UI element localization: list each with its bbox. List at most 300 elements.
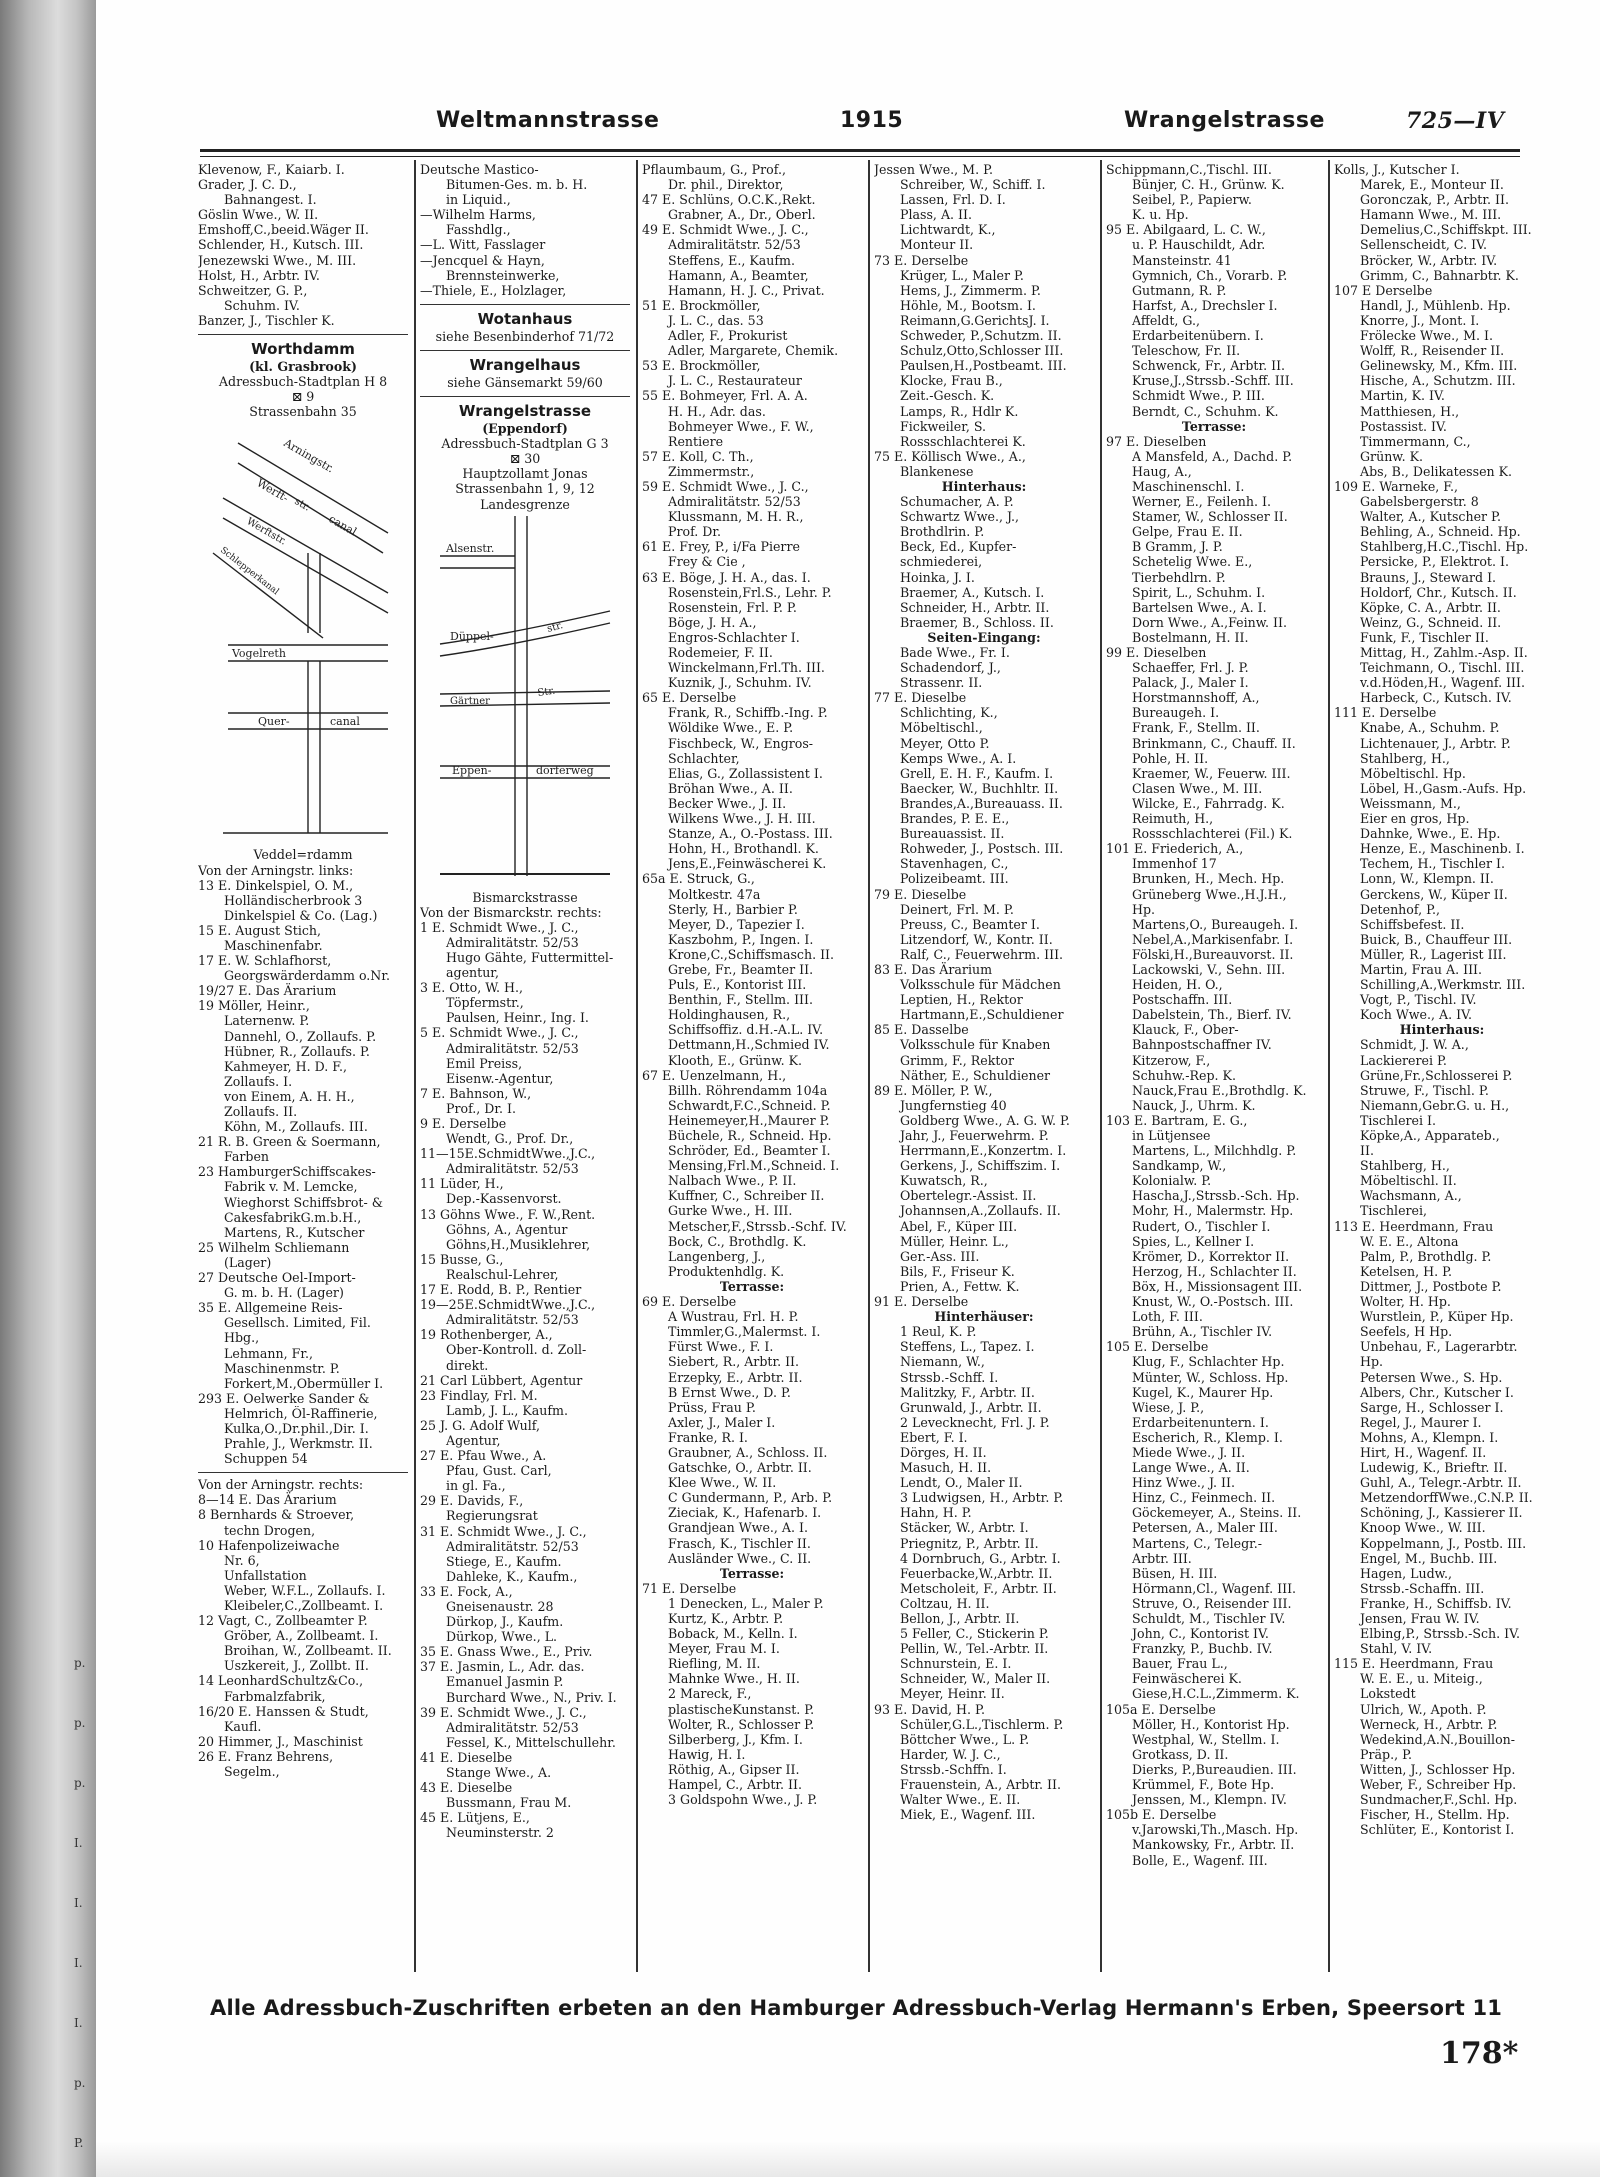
directory-entry: 16/20 E. Hanssen & Studt, (198, 1703, 369, 1719)
directory-entry: 59 E. Schmidt Wwe., J. C., (642, 478, 809, 494)
edge-fragment: I. (74, 1836, 83, 1850)
directory-entry-continued: Müller, Heinr. L., (900, 1233, 1009, 1249)
directory-entry-continued: Emanuel Jasmin P. (446, 1674, 564, 1690)
directory-entry-continued: Bauer, Frau L., (1132, 1656, 1228, 1672)
directory-entry-continued: Braemer, B., Schloss. II. (900, 614, 1054, 630)
directory-entry-continued: Admiralitätstr. 52/53 (668, 237, 801, 253)
directory-entry-continued: Walter Wwe., E. II. (900, 1792, 1021, 1808)
directory-entry-continued: Dörges, H. II. (900, 1444, 987, 1460)
directory-entry-continued: W. E. E., u. Miteig., (1360, 1671, 1483, 1687)
directory-entry-continued: Palack, J., Maler I. (1132, 675, 1249, 691)
directory-entry-continued: Grabner, A., Dr., Oberl. (668, 207, 816, 223)
directory-entry-continued: Krone,C.,Schiffsmasch. II. (668, 946, 835, 962)
directory-entry: Kolls, J., Kutscher I. (1334, 162, 1460, 177)
directory-entry-continued: Graubner, A., Schloss. II. (668, 1444, 828, 1460)
directory-entry-continued: Georgswärderdamm o.Nr. (224, 968, 390, 984)
directory-entry-continued: Funk, F., Tischler II. (1360, 629, 1489, 645)
directory-entry: 19 Möller, Heinr., (198, 998, 310, 1014)
directory-entry-continued: Teichmann, O., Tischl. III. (1360, 660, 1525, 676)
directory-entry: 71 E. Derselbe (642, 1580, 737, 1596)
map-label: Vogelreth (232, 647, 286, 661)
directory-entry-continued: K. u. Hp. (1132, 207, 1189, 223)
directory-entry: Göslin Wwe., W. II. (198, 207, 319, 223)
column-divider (868, 160, 870, 1972)
directory-entry-continued: Albers, Chr., Kutscher I. (1360, 1384, 1514, 1400)
directory-entry-continued: Krüger, L., Maler P. (900, 267, 1024, 283)
directory-entry-continued: C Gundermann, P., Arb. P. (668, 1490, 833, 1506)
directory-entry-continued: plastischeKunstanst. P. (668, 1701, 815, 1717)
directory-entry-continued: Strssb.-Schaffn. III. (1360, 1580, 1485, 1596)
directory-entry-continued: Marek, E., Monteur II. (1360, 177, 1504, 193)
directory-entry: 293 E. Oelwerke Sander & (198, 1390, 370, 1406)
directory-entry-continued: Böge, J. H. A., (668, 614, 757, 630)
directory-entry-continued: Grell, E. H. F., Kaufm. I. (900, 765, 1054, 781)
directory-entry-continued: Rossschlachterei K. (900, 433, 1026, 449)
directory-entry-continued: Gabelsbergerstr. 8 (1360, 494, 1479, 510)
directory-entry-continued: Broihan, W., Zollbeamt. II. (224, 1643, 392, 1659)
map-label: Düppel- (450, 629, 494, 643)
directory-entry-continued: Brunken, H., Mech. Hp. (1132, 871, 1285, 887)
column-divider (414, 160, 416, 1972)
directory-entry-continued: Dahnke, Wwe., E. Hp. (1360, 826, 1501, 842)
directory-entry-continued: Göhns,H.,Musiklehrer, (446, 1236, 591, 1252)
directory-entry-continued: Kruse,J.,Strssb.-Schff. III. (1132, 373, 1294, 389)
directory-entry-continued: Timmermann, C., (1360, 433, 1471, 449)
directory-entry-continued: in Lütjensee (1132, 1128, 1211, 1143)
directory-entry-continued: Schetelig Wwe. E., (1132, 554, 1253, 570)
directory-entry-continued: Walter, A., Kutscher P. (1360, 509, 1501, 525)
directory-entry: 5 E. Schmidt Wwe., J. C., (420, 1025, 579, 1041)
directory-entry-continued: Bahnangest. I. (224, 192, 317, 208)
directory-entry-continued: Schiffsbefest. II. (1360, 916, 1465, 932)
directory-entry-continued: Prof. Dr. (668, 524, 722, 540)
directory-entry-continued: Grandjean Wwe., A. I. (668, 1520, 809, 1536)
directory-entry-continued: Schulz,Otto,Schlosser III. (900, 343, 1064, 359)
directory-entry-continued: Affeldt, G., (1132, 312, 1201, 328)
directory-entry-continued: Wendt, G., Prof. Dr., (446, 1131, 574, 1147)
column-divider (636, 160, 638, 1972)
directory-entry: 35 E. Allgemeine Reis- (198, 1300, 343, 1316)
directory-entry-continued: Schöning, J., Kassierer II. (1360, 1505, 1523, 1521)
directory-entry-continued: von Einem, A. H. H., (224, 1088, 355, 1104)
directory-entry-continued: Werner, E., Feilenh. I. (1132, 494, 1272, 510)
directory-entry-continued: Sterly, H., Barbier P. (668, 901, 798, 917)
directory-entry-continued: Kuffner, C., Schreiber II. (668, 1188, 825, 1204)
street-info: siehe Besenbinderhof 71/72 (435, 328, 615, 344)
directory-entry-continued: Zeit.-Gesch. K. (900, 388, 995, 404)
directory-entry-continued: Detenhof, P., (1360, 901, 1441, 917)
directory-entry-continued: Gelpe, Frau E. II. (1132, 524, 1243, 540)
directory-entry-continued: Martin, Frau A. III. (1360, 961, 1483, 977)
directory-entry-continued: J. L. C., das. 53 (668, 312, 764, 328)
directory-entry-continued: Henze, E., Maschinenb. I. (1360, 841, 1525, 857)
directory-entry-continued: Metscher,F.,Strssb.-Schf. IV. (668, 1218, 847, 1234)
directory-entry-continued: Hamann, H. J. C., Privat. (668, 282, 825, 298)
directory-entry-continued: Demelius,C.,Schiffskpt. III. (1360, 222, 1532, 238)
directory-entry-continued: Admiralitätstr. 52/53 (668, 494, 801, 510)
map-label: Arningstr. (281, 436, 337, 476)
page-number: 178* (1440, 2036, 1519, 2071)
directory-entry-continued: Röthig, A., Gipser II. (668, 1761, 800, 1777)
directory-entry-continued: 5 Feller, C., Stickerin P. (900, 1626, 1049, 1642)
directory-entry-continued: Handl, J., Mühlenb. Hp. (1360, 297, 1511, 313)
directory-entry-continued: Benthin, F., Stellm. III. (668, 992, 813, 1008)
directory-entry-continued: Klee Wwe., W. II. (668, 1475, 777, 1491)
directory-entry-continued: Jensen, Frau W. IV. (1360, 1611, 1480, 1626)
map-label: canal (330, 715, 360, 729)
directory-entry-continued: Sarge, H., Schlosser I. (1360, 1399, 1504, 1415)
directory-entry-continued: Schüler,G.L.,Tischlerm. P. (900, 1716, 1064, 1732)
directory-entry-continued: Lamb, J. L., Kaufm. (446, 1402, 568, 1418)
directory-entry-continued: Litzendorf, W., Kontr. II. (900, 931, 1053, 947)
map-label: dorferweg (536, 763, 594, 777)
directory-entry-continued: Herrmann,E.,Konzertm. I. (900, 1143, 1067, 1159)
directory-entry-continued: Lehmann, Fr., (224, 1345, 313, 1361)
page-header (200, 108, 1520, 142)
directory-entry-continued: Wedekind,A.N.,Bouillon- (1360, 1731, 1516, 1747)
directory-entry-continued: Stahl, V. IV. (1360, 1641, 1433, 1657)
directory-entry: 13 Göhns Wwe., F. W.,Rent. (420, 1206, 596, 1222)
directory-entry-continued: Lassen, Frl. D. I. (900, 192, 1006, 208)
section-subheading: Terrasse: (719, 1565, 785, 1581)
directory-entry-continued: Bröcker, W., Arbtr. IV. (1360, 252, 1498, 268)
directory-entry-continued: Bohmeyer Wwe., F. W., (668, 418, 814, 434)
directory-entry-continued: Schlichting, K., (900, 705, 998, 721)
directory-entry-continued: Feuerbacke,W.,Arbtr. II. (900, 1565, 1053, 1581)
directory-entry-continued: Produktenhdlg. K. (668, 1263, 785, 1279)
directory-entry: 26 E. Franz Behrens, (198, 1748, 334, 1764)
directory-entry-continued: Hascha,J.,Strssb.-Sch. Hp. (1132, 1188, 1300, 1204)
directory-entry-continued: Hawig, H. I. (668, 1746, 746, 1762)
directory-entry: Schippmann,C.,Tischl. III. (1106, 162, 1272, 177)
directory-entry-continued: Metscholeit, F., Arbtr. II. (900, 1580, 1057, 1596)
directory-entry: 77 E. Dieselbe (874, 690, 967, 706)
directory-entry: 113 E. Heerdmann, Frau (1334, 1218, 1494, 1234)
directory-entry-continued: Berndt, C., Schuhm. K. (1132, 403, 1279, 419)
directory-entry-continued: Wiese, J. P., (1132, 1399, 1205, 1415)
directory-entry-continued: Harder, W. J. C., (900, 1746, 1001, 1762)
directory-entry-continued: Hp. (1360, 1354, 1384, 1370)
directory-entry-continued: Erdarbeitenübern. I. (1132, 328, 1264, 344)
directory-entry-continued: Krümmel, F., Bote Hp. (1132, 1777, 1275, 1793)
directory-entry-continued: Töpfermstr., (446, 995, 524, 1011)
directory-entry-continued: 3 Goldspohn Wwe., J. P. (668, 1792, 818, 1808)
directory-entry: 11—15E.SchmidtWwe.,J.C., (420, 1146, 596, 1162)
directory-entry-continued: Schiffsoffiz. d.H.-A.L. IV. (668, 1022, 824, 1038)
directory-entry-continued: Pohle, H. II. (1132, 750, 1209, 766)
directory-entry: 105a E. Derselbe (1106, 1701, 1216, 1717)
directory-entry-continued: Admiralitätstr. 52/53 (446, 1040, 579, 1056)
directory-entry-continued: Hagen, Ludw., (1360, 1565, 1452, 1581)
directory-entry-continued: Forkert,M.,Obermüller I. (224, 1375, 384, 1391)
directory-entry-continued: Admiralitätstr. 52/53 (446, 1161, 579, 1177)
directory-entry-continued: Martin, K. IV. (1360, 388, 1445, 404)
street-info: Hauptzollamt Jonas (462, 466, 588, 482)
directory-entry-continued: Reimuth, H., (1132, 811, 1214, 827)
directory-entry-continued: Persicke, P., Elektrot. I. (1360, 554, 1509, 570)
column-divider (1328, 160, 1330, 1972)
directory-entry: 79 E. Dieselbe (874, 886, 967, 902)
directory-entry-continued: Burchard Wwe., N., Priv. I. (446, 1689, 617, 1705)
directory-entry-continued: Heinemeyer,H.,Maurer P. (668, 1112, 830, 1128)
directory-entry-continued: Goldberg Wwe., A. G. W. P. (900, 1112, 1070, 1128)
directory-entry: Schlender, H., Kutsch. III. (198, 237, 364, 253)
directory-entry-continued: Behling, A., Schneid. Hp. (1360, 524, 1521, 540)
directory-entry-continued: Frauenstein, A., Arbtr. II. (900, 1777, 1062, 1793)
directory-entry-continued: Dahleke, K., Kaufm., (446, 1568, 578, 1584)
directory-entry-continued: Heiden, H. O., (1132, 977, 1223, 993)
directory-column-4 (874, 162, 1094, 1972)
directory-entry-continued: Kugel, K., Maurer Hp. (1132, 1384, 1274, 1400)
directory-entry-continued: Braemer, A., Kutsch. I. (900, 584, 1045, 600)
directory-entry-continued: Gatschke, O., Arbtr. II. (668, 1460, 812, 1476)
directory-entry-continued: Timmler,G.,Malermst. I. (668, 1324, 821, 1340)
directory-entry-continued: Seibel, P., Papierw. (1132, 192, 1252, 208)
directory-entry-continued: Dinkelspiel & Co. (Lag.) (224, 907, 378, 923)
directory-entry: 23 Findlay, Frl. M. (420, 1387, 538, 1403)
directory-entry-continued: Malitzky, F., Arbtr. II. (900, 1384, 1035, 1400)
directory-entry-continued: Mohr, H., Malermstr. Hp. (1132, 1203, 1294, 1219)
directory-entry-continued: Harfst, A., Drechsler I. (1132, 297, 1278, 313)
directory-entry-continued: Köpke,A., Apparateb., (1360, 1128, 1500, 1143)
directory-entry: 21 Carl Lübbert, Agentur (420, 1372, 583, 1388)
directory-entry-continued: Knabe, A., Schuhm. P. (1360, 720, 1500, 736)
directory-entry: Schweitzer, G. P., (198, 282, 308, 298)
directory-entry: 19 Rothenberger, A., (420, 1327, 553, 1343)
directory-entry-continued: Neuminsterstr. 2 (446, 1825, 554, 1841)
directory-entry-continued: Frey & Cie , (668, 554, 746, 570)
directory-entry-continued: Axler, J., Maler I. (668, 1414, 776, 1430)
directory-entry: 51 E. Brockmöller, (642, 297, 761, 313)
directory-entry-continued: Grotkass, D. II. (1132, 1746, 1229, 1762)
directory-entry-continued: Bils, F., Friseur K. (900, 1263, 1015, 1279)
directory-entry-continued: Bade Wwe., Fr. I. (900, 645, 1010, 660)
directory-entry-continued: Schnurstein, E. I. (900, 1656, 1012, 1672)
street-info: ⊠ 30 (509, 451, 541, 467)
section-subheading: Seiten-Eingang: (927, 629, 1041, 645)
directory-entry-continued: Dittmer, J., Postbote P. (1360, 1278, 1502, 1294)
directory-entry-continued: Techem, H., Tischler I. (1360, 856, 1505, 872)
directory-entry-continued: Hirt, H., Wagenf. II. (1360, 1444, 1487, 1460)
directory-entry-continued: Frank, R., Schiffb.-Ing. P. (668, 705, 828, 721)
directory-entry-continued: Pellin, W., Tel.-Arbtr. II. (900, 1641, 1049, 1657)
directory-entry: 7 E. Bahnson, W., (420, 1085, 532, 1101)
directory-entry-continued: Loth, F. III. (1132, 1309, 1203, 1325)
directory-entry-continued: Kemps Wwe., A. I. (900, 750, 1017, 766)
directory-entry-continued: Maschinenschl. I. (1132, 478, 1245, 494)
directory-entry-continued: Schuhm. IV. (224, 297, 300, 313)
directory-entry-continued: Agentur, (446, 1432, 501, 1448)
directory-entry-continued: Admiralitätstr. 52/53 (446, 1538, 579, 1554)
directory-entry-continued: Löbel, H.,Gasm.-Aufs. Hp. (1360, 780, 1527, 796)
directory-entry-continued: Obertelegr.-Assist. II. (900, 1188, 1037, 1204)
directory-entry-continued: Stahlberg, H., (1360, 1158, 1450, 1174)
directory-entry-continued: Gutmann, R. P. (1132, 282, 1227, 298)
directory-entry: Klevenow, F., Kaiarb. I. (198, 162, 345, 177)
directory-entry-continued: Volksschule für Mädchen (900, 977, 1061, 993)
directory-entry-continued: Paulsen, Heinr., Ing. I. (446, 1010, 589, 1026)
directory-column-5 (1106, 162, 1322, 1972)
directory-entry-continued: Dürkop, J., Kaufm. (446, 1614, 564, 1630)
directory-entry-continued: Knust, W., O.-Postsch. III. (1132, 1294, 1294, 1310)
directory-entry-continued: Eier en gros, Hp. (1360, 811, 1470, 827)
directory-entry-continued: Maschinenfabr. (224, 937, 323, 953)
directory-entry-continued: Becker Wwe., J. II. (668, 795, 787, 811)
directory-entry-continued: Hems, J., Zimmerm. P. (900, 282, 1041, 298)
directory-entry-continued: Postassist. IV. (1360, 418, 1447, 434)
directory-entry-continued: Kuwatsch, R., (900, 1173, 988, 1189)
directory-entry: 3 E. Otto, W. H., (420, 980, 523, 996)
directory-entry-continued: Holdinghausen, R., (668, 1007, 791, 1023)
street-info: ⊠ 9 (291, 389, 315, 405)
directory-entry-continued: Stiege, E., Kaufm. (446, 1553, 562, 1569)
directory-entry-continued: in gl. Fa., (446, 1478, 506, 1494)
directory-entry-continued: Blankenese (900, 463, 974, 479)
directory-entry: 115 E. Heerdmann, Frau (1334, 1656, 1494, 1672)
directory-entry: —Wilhelm Harms, (420, 207, 536, 223)
directory-entry: 47 E. Schlüns, O.C.K.,Rekt. (642, 192, 816, 208)
directory-entry-continued: Köpke, C. A., Arbtr. II. (1360, 599, 1501, 615)
directory-entry-continued: Haug, A., (1132, 463, 1192, 479)
directory-entry-continued: Struve, O., Reisender III. (1132, 1595, 1292, 1611)
directory-entry: 99 E. Dieselben (1106, 645, 1207, 660)
directory-entry-continued: Bussmann, Frau M. (446, 1795, 572, 1811)
directory-entry-continued: Jens,E.,Feinwäscherei K. (668, 856, 827, 872)
directory-entry-continued: Hamann, A., Beamter, (668, 267, 809, 283)
directory-entry-continued: Abel, F., Küper III. (900, 1218, 1018, 1234)
edge-fragment: I. (74, 2016, 83, 2030)
directory-entry-continued: Fabrik v. M. Lemcke, (224, 1179, 358, 1195)
directory-entry: 23 HamburgerSchiffscakes- (198, 1164, 376, 1180)
directory-entry-continued: Bostelmann, H. II. (1132, 629, 1249, 645)
directory-entry: 15 E. August Stich, (198, 922, 322, 938)
directory-entry-continued: Gurke Wwe., H. III. (668, 1203, 793, 1219)
directory-entry-continued: Jahr, J., Feuerwehrm. P. (900, 1128, 1049, 1143)
directory-entry: 105 E. Derselbe (1106, 1339, 1209, 1355)
directory-entry-continued: Petersen Wwe., S. Hp. (1360, 1369, 1503, 1385)
directory-entry: 103 E. Bartram, E. G., (1106, 1112, 1248, 1128)
directory-entry-continued: Näther, E., Schuldiener (900, 1067, 1051, 1083)
directory-entry-continued: Kahmeyer, H. D. F., (224, 1058, 348, 1074)
directory-entry: 8 Bernhards & Stroever, (198, 1507, 355, 1523)
directory-entry: 105b E. Derselbe (1106, 1807, 1217, 1823)
directory-entry-continued: Bock, C., Brothdlg. K. (668, 1233, 807, 1249)
directory-entry-continued: Langenberg, J., (668, 1248, 766, 1264)
directory-entry-continued: Wolter, H. Hp. (1360, 1294, 1451, 1310)
edge-fragment: p. (74, 1716, 86, 1730)
directory-entry-continued: Rohweder, J., Postsch. III. (900, 841, 1064, 857)
directory-entry-continued: Hp. (1132, 901, 1156, 917)
directory-entry-continued: A Wustrau, Frl. H. P. (668, 1309, 799, 1325)
directory-entry: 107 E Derselbe (1334, 282, 1433, 298)
directory-entry-continued: Preuss, C., Beamter I. (900, 916, 1040, 932)
header-rule-thin (200, 156, 1520, 157)
directory-entry-continued: Weissmann, M., (1360, 795, 1461, 811)
directory-entry-continued: Bureauassist. II. (900, 826, 1005, 842)
directory-entry-continued: Grebe, Fr., Beamter II. (668, 961, 814, 977)
directory-entry-continued: Mohns, A., Klempn. I. (1360, 1429, 1499, 1445)
map-label: Eppen- (452, 763, 492, 777)
map-label: Werftstr. (244, 516, 289, 548)
directory-entry-continued: Arbtr. III. (1132, 1550, 1192, 1566)
directory-entry-continued: Grimm, F., Rektor (900, 1052, 1015, 1068)
map-label: Schlepperkanal (218, 545, 281, 598)
directory-entry-continued: Hahn, H. P. (900, 1505, 972, 1521)
directory-entry-continued: Schuldt, M., Tischler IV. (1132, 1611, 1286, 1626)
directory-entry: 31 E. Schmidt Wwe., J. C., (420, 1523, 587, 1539)
directory-entry: Grader, J. C. D., (198, 177, 297, 193)
section-subheading: Terrasse: (1181, 418, 1247, 434)
directory-entry-continued: Regierungsrat (446, 1508, 538, 1524)
directory-entry-continued: Volksschule für Knaben (900, 1037, 1051, 1053)
directory-entry-continued: Horstmannshoff, A., (1132, 690, 1260, 706)
directory-entry-continued: Fickweiler, S. (900, 418, 987, 434)
section-rule (420, 390, 630, 397)
directory-entry-continued: Rossschlachterei (Fil.) K. (1132, 826, 1293, 842)
directory-entry: 27 E. Pfau Wwe., A. (420, 1448, 547, 1464)
directory-entry-continued: Spies, L., Kellner I. (1132, 1233, 1255, 1249)
directory-entry-continued: Struwe, F., Tischl. P. (1360, 1082, 1489, 1098)
directory-entry-continued: Holdorf, Chr., Kutsch. II. (1360, 584, 1517, 600)
directory-entry-continued: Schwardt,F.C.,Schneid. P. (668, 1097, 831, 1113)
directory-entry-continued: Brothdlrin. P. (900, 524, 985, 540)
directory-entry-continued: techn Drogen, (224, 1522, 316, 1538)
directory-entry-continued: Dabelstein, Th., Bierf. IV. (1132, 1007, 1292, 1023)
directory-entry-continued: Adler, F., Prokurist (668, 328, 788, 344)
directory-entry-continued: Böttcher Wwe., L. P. (900, 1731, 1030, 1747)
directory-entry-continued: Göckemeyer, A., Steins. II. (1132, 1505, 1302, 1521)
directory-entry-continued: Dr. phil., Direktor, (668, 177, 784, 193)
header-rule (200, 149, 1520, 152)
directory-entry: 29 E. Davids, F., (420, 1493, 524, 1509)
directory-entry: 65 E. Derselbe (642, 690, 737, 706)
street-map-worthdamm (208, 423, 398, 843)
directory-entry-continued: v.d.Höden,H., Wagenf. III. (1360, 675, 1526, 691)
directory-entry-continued: Meyer, D., Tapezier I. (668, 916, 805, 932)
directory-entry-continued: Unbehau, F., Lagerarbtr. (1360, 1339, 1518, 1355)
directory-entry-continued: Wöldike Wwe., E. P. (668, 720, 794, 736)
map-label: Gärtner (450, 695, 490, 707)
directory-entry-continued: Miek, E., Wagenf. III. (900, 1807, 1036, 1823)
scan-bottom-shadow (96, 2141, 1600, 2177)
directory-entry-continued: Petersen, A., Maler III. (1132, 1520, 1278, 1536)
directory-entry-continued: Tischlerei, (1360, 1203, 1428, 1219)
edge-fragment: p. (74, 1776, 86, 1790)
directory-entry-continued: Siebert, R., Arbtr. II. (668, 1354, 800, 1370)
directory-entry-continued: Mansteinstr. 41 (1132, 252, 1232, 268)
directory-entry-continued: Fischer, H., Stellm. Hp. (1360, 1807, 1510, 1823)
directory-entry-continued: Rodemeier, F. II. (668, 645, 773, 660)
section-subheading: (kl. Grasbrook) (249, 359, 357, 375)
directory-entry-continued: 2 Levecknecht, Frl. J. P. (900, 1414, 1050, 1430)
directory-column-1 (198, 162, 408, 1972)
directory-entry-continued: Bitumen-Ges. m. b. H. (446, 177, 588, 193)
directory-entry-continued: Teleschow, Fr. II. (1132, 343, 1241, 359)
directory-entry-continued: Schwenck, Fr., Arbtr. II. (1132, 358, 1286, 374)
directory-entry-continued: Zimmermstr., (668, 463, 755, 479)
directory-entry: 25 Wilhelm Schliemann (198, 1239, 350, 1255)
directory-entry: 57 E. Koll, C. Th., (642, 448, 754, 464)
directory-entry-continued: Masuch, H. II. (900, 1460, 992, 1476)
directory-entry: Deutsche Mastico- (420, 162, 539, 177)
edge-fragment: I. (74, 1896, 83, 1910)
directory-entry-continued: Weber, F., Schreiber Hp. (1360, 1777, 1517, 1793)
directory-entry-continued: Brennsteinwerke, (446, 267, 560, 283)
directory-entry-continued: Steffens, L., Tapez. I. (900, 1339, 1035, 1355)
directory-entry-continued: Hörmann,Cl., Wagenf. III. (1132, 1580, 1297, 1596)
section-rule (420, 298, 630, 305)
directory-entry-continued: Fessel, K., Mittelschullehr. (446, 1734, 616, 1750)
